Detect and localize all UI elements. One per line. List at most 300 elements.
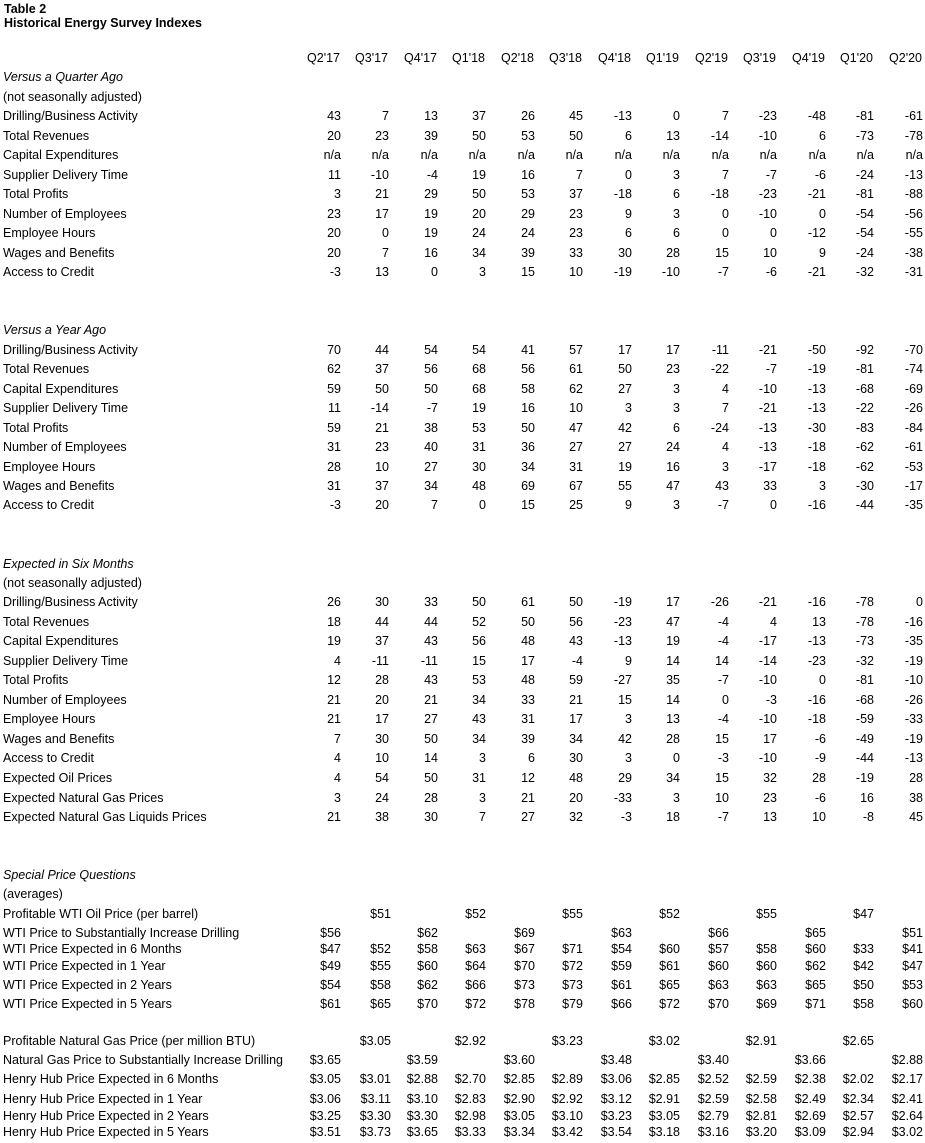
table-cell: $51 [902, 926, 923, 940]
table-cell: -3 [329, 265, 341, 279]
table-cell: -83 [855, 421, 874, 435]
table-cell: -14 [370, 401, 389, 415]
table-cell: n/a [808, 148, 826, 162]
row-label: WTI Price Expected in 1 Year [3, 959, 166, 973]
row-label: (not seasonally adjusted) [3, 90, 142, 104]
table-row [0, 147, 925, 164]
table-cell: 15 [618, 693, 632, 707]
table-cell: 17 [569, 712, 583, 726]
row-label: Supplier Delivery Time [3, 168, 129, 182]
table-cell: -53 [904, 460, 923, 474]
table-cell: n/a [662, 148, 680, 162]
table-cell: 50 [424, 732, 438, 746]
table-cell: -17 [904, 479, 923, 493]
table-cell: n/a [711, 148, 729, 162]
table-cell: $51 [370, 907, 391, 921]
table-cell: $3.54 [600, 1125, 632, 1139]
row-label: WTI Price Expected in 5 Years [3, 997, 172, 1011]
table-row [0, 692, 925, 709]
table-cell: -10 [904, 673, 923, 687]
table-cell: -26 [904, 693, 923, 707]
table-cell: -61 [904, 440, 923, 454]
table-cell: $79 [562, 997, 583, 1011]
table-cell: 3 [625, 401, 632, 415]
table-cell: 38 [375, 810, 389, 824]
table-cell: 56 [521, 362, 535, 376]
table-cell: 50 [472, 187, 486, 201]
table-cell: -4 [717, 712, 729, 726]
table-cell: 45 [569, 109, 583, 123]
row-label: Wages and Benefits [3, 479, 115, 493]
table-row [0, 459, 925, 476]
table-cell: -7 [717, 810, 729, 824]
table-cell: 10 [812, 810, 826, 824]
table-cell: $55 [562, 907, 583, 921]
table-cell: $2.91 [648, 1092, 680, 1106]
table-cell: 19 [472, 168, 486, 182]
table-row [0, 128, 925, 145]
table-cell: 18 [327, 615, 341, 629]
table-cell: 7 [722, 401, 729, 415]
table-cell: $2.65 [842, 1034, 874, 1048]
table-cell: -13 [807, 634, 826, 648]
table-cell: -16 [807, 595, 826, 609]
table-cell: 9 [625, 498, 632, 512]
table-cell: 43 [715, 479, 729, 493]
table-cell: 3 [673, 382, 680, 396]
table-cell: 10 [375, 751, 389, 765]
table-cell: $66 [611, 997, 632, 1011]
table-row [0, 361, 925, 378]
table-cell: $60 [708, 959, 729, 973]
table-cell: $72 [562, 959, 583, 973]
table-cell: 19 [666, 634, 680, 648]
table-cell: -44 [855, 498, 874, 512]
row-label: Capital Expenditures [3, 148, 119, 162]
table-cell: 19 [327, 634, 341, 648]
table-cell: -88 [904, 187, 923, 201]
table-cell: -10 [758, 207, 777, 221]
table-cell: -13 [613, 634, 632, 648]
table-cell: -84 [904, 421, 923, 435]
table-cell: -78 [904, 129, 923, 143]
table-cell: 29 [618, 771, 632, 785]
table-cell: 3 [334, 791, 341, 805]
table-cell: $3.73 [359, 1125, 391, 1139]
table-cell: 3 [673, 207, 680, 221]
table-cell: $78 [514, 997, 535, 1011]
table-cell: 6 [528, 751, 535, 765]
table-cell: 48 [521, 673, 535, 687]
table-cell: -10 [370, 168, 389, 182]
table-cell: -78 [855, 595, 874, 609]
table-cell: -50 [807, 343, 826, 357]
table-cell: 53 [521, 187, 535, 201]
table-cell: 14 [666, 654, 680, 668]
table-cell: -7 [765, 362, 777, 376]
table-cell: $3.30 [406, 1109, 438, 1123]
table-cell: -59 [855, 712, 874, 726]
table-cell: 21 [375, 187, 389, 201]
table-cell: $50 [853, 978, 874, 992]
row-label: Number of Employees [3, 693, 127, 707]
table-cell: 33 [569, 246, 583, 260]
column-header: Q2'18 [501, 51, 534, 65]
table-cell: 15 [521, 265, 535, 279]
table-cell: n/a [517, 148, 535, 162]
table-cell: 58 [521, 382, 535, 396]
table-cell: 24 [472, 226, 486, 240]
table-cell: $47 [320, 942, 341, 956]
table-cell: 30 [569, 751, 583, 765]
table-cell: 32 [763, 771, 777, 785]
column-header: Q1'18 [452, 51, 485, 65]
table-cell: 30 [472, 460, 486, 474]
table-cell: $3.33 [454, 1125, 486, 1139]
table-cell: $3.05 [359, 1034, 391, 1048]
table-cell: $60 [902, 997, 923, 1011]
table-row [0, 941, 925, 958]
table-cell: 6 [625, 226, 632, 240]
table-cell: $60 [805, 942, 826, 956]
table-cell: 19 [424, 226, 438, 240]
table-cell: -68 [855, 693, 874, 707]
table-cell: -23 [613, 615, 632, 629]
table-cell: -30 [807, 421, 826, 435]
table-cell: $3.12 [600, 1092, 632, 1106]
table-cell: -24 [855, 246, 874, 260]
table-cell: 3 [334, 187, 341, 201]
table-cell: 50 [424, 382, 438, 396]
row-label: Total Profits [3, 673, 69, 687]
table-cell: 0 [770, 226, 777, 240]
table-cell: 21 [327, 712, 341, 726]
table-cell: 23 [763, 791, 777, 805]
table-cell: 7 [334, 732, 341, 746]
table-cell: $63 [465, 942, 486, 956]
table-cell: $2.91 [745, 1034, 777, 1048]
table-cell: $63 [611, 926, 632, 940]
table-cell: 28 [666, 246, 680, 260]
table-cell: 34 [521, 460, 535, 474]
table-cell: 56 [472, 634, 486, 648]
table-cell: -78 [855, 615, 874, 629]
table-cell: 17 [666, 343, 680, 357]
row-label: Wages and Benefits [3, 246, 115, 260]
table-cell: $3.65 [309, 1053, 341, 1067]
table-cell: $53 [902, 978, 923, 992]
row-label: Total Profits [3, 421, 69, 435]
table-cell: 25 [569, 498, 583, 512]
table-row [0, 167, 925, 184]
table-cell: $73 [514, 978, 535, 992]
table-cell: 17 [375, 712, 389, 726]
table-cell: -32 [855, 265, 874, 279]
table-cell: $3.02 [648, 1034, 680, 1048]
table-cell: 20 [327, 246, 341, 260]
table-cell: 39 [424, 129, 438, 143]
table-cell: $3.20 [745, 1125, 777, 1139]
table-row [0, 497, 925, 514]
table-cell: $52 [659, 907, 680, 921]
table-cell: 61 [569, 362, 583, 376]
table-cell: -6 [814, 168, 826, 182]
table-cell: 32 [569, 810, 583, 824]
table-row [0, 439, 925, 456]
table-cell: -11 [711, 343, 729, 357]
table-cell: 43 [569, 634, 583, 648]
table-cell: $2.58 [745, 1092, 777, 1106]
table-cell: -13 [904, 751, 923, 765]
table-cell: $58 [370, 978, 391, 992]
table-cell: 28 [909, 771, 923, 785]
row-label: WTI Price Expected in 2 Years [3, 978, 172, 992]
table-cell: $2.94 [842, 1125, 874, 1139]
table-cell: $3.16 [697, 1125, 729, 1139]
table-cell: $52 [370, 942, 391, 956]
table-cell: $2.69 [794, 1109, 826, 1123]
table-cell: $72 [465, 997, 486, 1011]
table-cell: -74 [904, 362, 923, 376]
table-cell: 37 [375, 634, 389, 648]
table-cell: $57 [708, 942, 729, 956]
section-heading: Versus a Quarter Ago [3, 70, 123, 84]
table-row [0, 225, 925, 242]
table-cell: $33 [853, 942, 874, 956]
row-label: Employee Hours [3, 712, 96, 726]
table-cell: 15 [715, 246, 729, 260]
table-cell: 43 [472, 712, 486, 726]
section-label-row [0, 886, 925, 903]
table-cell: 13 [763, 810, 777, 824]
table-row [0, 809, 925, 826]
table-cell: -48 [807, 109, 826, 123]
table-cell: 37 [472, 109, 486, 123]
table-row [0, 478, 925, 495]
table-cell: -14 [710, 129, 729, 143]
table-cell: 7 [576, 168, 583, 182]
table-cell: $55 [370, 959, 391, 973]
row-label: Wages and Benefits [3, 732, 115, 746]
table-cell: $2.79 [697, 1109, 729, 1123]
table-row [0, 594, 925, 611]
table-row [0, 711, 925, 728]
table-cell: 4 [334, 771, 341, 785]
table-cell: 50 [569, 595, 583, 609]
table-cell: 50 [521, 615, 535, 629]
table-cell: $61 [659, 959, 680, 973]
section-label-row [0, 867, 925, 884]
table-cell: $2.57 [842, 1109, 874, 1123]
table-cell: $2.88 [406, 1072, 438, 1086]
table-cell: -81 [855, 187, 874, 201]
table-cell: 12 [521, 771, 535, 785]
table-cell: $54 [611, 942, 632, 956]
table-cell: -19 [613, 595, 632, 609]
table-cell: 56 [424, 362, 438, 376]
table-cell: 4 [770, 615, 777, 629]
table-cell: 28 [812, 771, 826, 785]
table-cell: 9 [625, 207, 632, 221]
table-row [0, 614, 925, 631]
table-cell: -7 [717, 265, 729, 279]
row-label: Drilling/Business Activity [3, 595, 138, 609]
table-cell: 13 [424, 109, 438, 123]
table-cell: -44 [855, 751, 874, 765]
row-label: Employee Hours [3, 226, 96, 240]
table-cell: n/a [565, 148, 583, 162]
table-cell: 28 [327, 460, 341, 474]
table-cell: 17 [666, 595, 680, 609]
row-label: WTI Price Expected in 6 Months [3, 942, 182, 956]
table-cell: -31 [904, 265, 923, 279]
table-cell: 31 [569, 460, 583, 474]
table-cell: -33 [904, 712, 923, 726]
table-cell: 16 [424, 246, 438, 260]
table-cell: 3 [673, 498, 680, 512]
table-cell: 48 [569, 771, 583, 785]
table-cell: $72 [659, 997, 680, 1011]
table-cell: -13 [758, 440, 777, 454]
column-header: Q2'17 [307, 51, 340, 65]
table-cell: -4 [571, 654, 583, 668]
table-cell: 3 [625, 751, 632, 765]
table-cell: 38 [424, 421, 438, 435]
table-cell: $71 [805, 997, 826, 1011]
column-header: Q4'18 [598, 51, 631, 65]
table-cell: $2.59 [745, 1072, 777, 1086]
table-row [0, 1071, 925, 1088]
table-cell: 4 [722, 382, 729, 396]
table-cell: $62 [805, 959, 826, 973]
table-cell: -16 [807, 498, 826, 512]
table-cell: 62 [569, 382, 583, 396]
table-row [0, 245, 925, 262]
table-cell: $2.81 [745, 1109, 777, 1123]
table-cell: 27 [569, 440, 583, 454]
table-cell: 27 [521, 810, 535, 824]
row-label: Total Profits [3, 187, 69, 201]
table-cell: 21 [424, 693, 438, 707]
table-cell: 15 [715, 771, 729, 785]
table-cell: $2.92 [454, 1034, 486, 1048]
table-cell: 53 [472, 673, 486, 687]
table-cell: 13 [666, 712, 680, 726]
table-cell: -21 [758, 401, 777, 415]
table-cell: 16 [860, 791, 874, 805]
table-cell: 12 [327, 673, 341, 687]
table-cell: 34 [472, 246, 486, 260]
column-header: Q3'17 [355, 51, 388, 65]
table-cell: $2.89 [551, 1072, 583, 1086]
table-cell: n/a [323, 148, 341, 162]
table-cell: 0 [431, 265, 438, 279]
table-cell: 23 [375, 440, 389, 454]
table-cell: -81 [855, 673, 874, 687]
table-cell: -19 [904, 654, 923, 668]
table-cell: 3 [479, 265, 486, 279]
table-cell: 3 [673, 401, 680, 415]
table-cell: 57 [569, 343, 583, 357]
table-cell: 0 [479, 498, 486, 512]
table-cell: $65 [659, 978, 680, 992]
table-cell: 20 [327, 129, 341, 143]
table-cell: 4 [334, 654, 341, 668]
table-cell: -55 [904, 226, 923, 240]
table-cell: 17 [618, 343, 632, 357]
table-cell: -10 [758, 712, 777, 726]
row-label: Supplier Delivery Time [3, 654, 129, 668]
table-cell: $3.65 [406, 1125, 438, 1139]
table-row [0, 958, 925, 975]
table-cell: 20 [375, 693, 389, 707]
table-cell: $2.41 [891, 1092, 923, 1106]
table-cell: 34 [472, 693, 486, 707]
table-cell: 27 [424, 460, 438, 474]
table-cell: 48 [472, 479, 486, 493]
table-cell: -7 [426, 401, 438, 415]
table-cell: -9 [814, 751, 826, 765]
table-cell: -16 [904, 615, 923, 629]
table-cell: -81 [855, 109, 874, 123]
section-label-row [0, 69, 925, 86]
table-cell: 43 [424, 634, 438, 648]
table-cell: $3.34 [503, 1125, 535, 1139]
table-cell: 7 [431, 498, 438, 512]
row-label: Natural Gas Price to Substantially Increase Drilling [3, 1053, 283, 1067]
table-cell: $69 [756, 997, 777, 1011]
table-cell: -11 [420, 654, 438, 668]
row-label: (averages) [3, 887, 63, 901]
table-cell: -30 [855, 479, 874, 493]
table-cell: -23 [758, 109, 777, 123]
table-cell: $2.88 [891, 1053, 923, 1067]
table-cell: 27 [424, 712, 438, 726]
table-cell: 9 [819, 246, 826, 260]
table-row [0, 977, 925, 994]
table-cell: -81 [855, 362, 874, 376]
table-cell: 7 [382, 109, 389, 123]
row-label: Henry Hub Price Expected in 6 Months [3, 1072, 219, 1086]
table-cell: 42 [618, 732, 632, 746]
table-cell: 6 [673, 421, 680, 435]
table-title: Historical Energy Survey Indexes [4, 16, 203, 30]
table-cell: $2.02 [842, 1072, 874, 1086]
table-cell: -10 [661, 265, 680, 279]
row-label: Total Revenues [3, 362, 90, 376]
table-cell: 54 [472, 343, 486, 357]
table-cell: $3.51 [309, 1125, 341, 1139]
table-cell: 67 [569, 479, 583, 493]
table-cell: 21 [327, 693, 341, 707]
row-label: Number of Employees [3, 440, 127, 454]
table-cell: -22 [855, 401, 874, 415]
table-cell: $3.06 [600, 1072, 632, 1086]
table-cell: 26 [327, 595, 341, 609]
table-row [0, 1052, 925, 1069]
section-heading: Special Price Questions [3, 868, 136, 882]
table-row [0, 1033, 925, 1050]
table-cell: $70 [514, 959, 535, 973]
table-cell: 30 [618, 246, 632, 260]
table-cell: -10 [758, 751, 777, 765]
row-label: Number of Employees [3, 207, 127, 221]
table-cell: $2.17 [891, 1072, 923, 1086]
table-cell: -21 [807, 265, 826, 279]
table-row [0, 672, 925, 689]
table-cell: 34 [666, 771, 680, 785]
table-cell: $66 [465, 978, 486, 992]
